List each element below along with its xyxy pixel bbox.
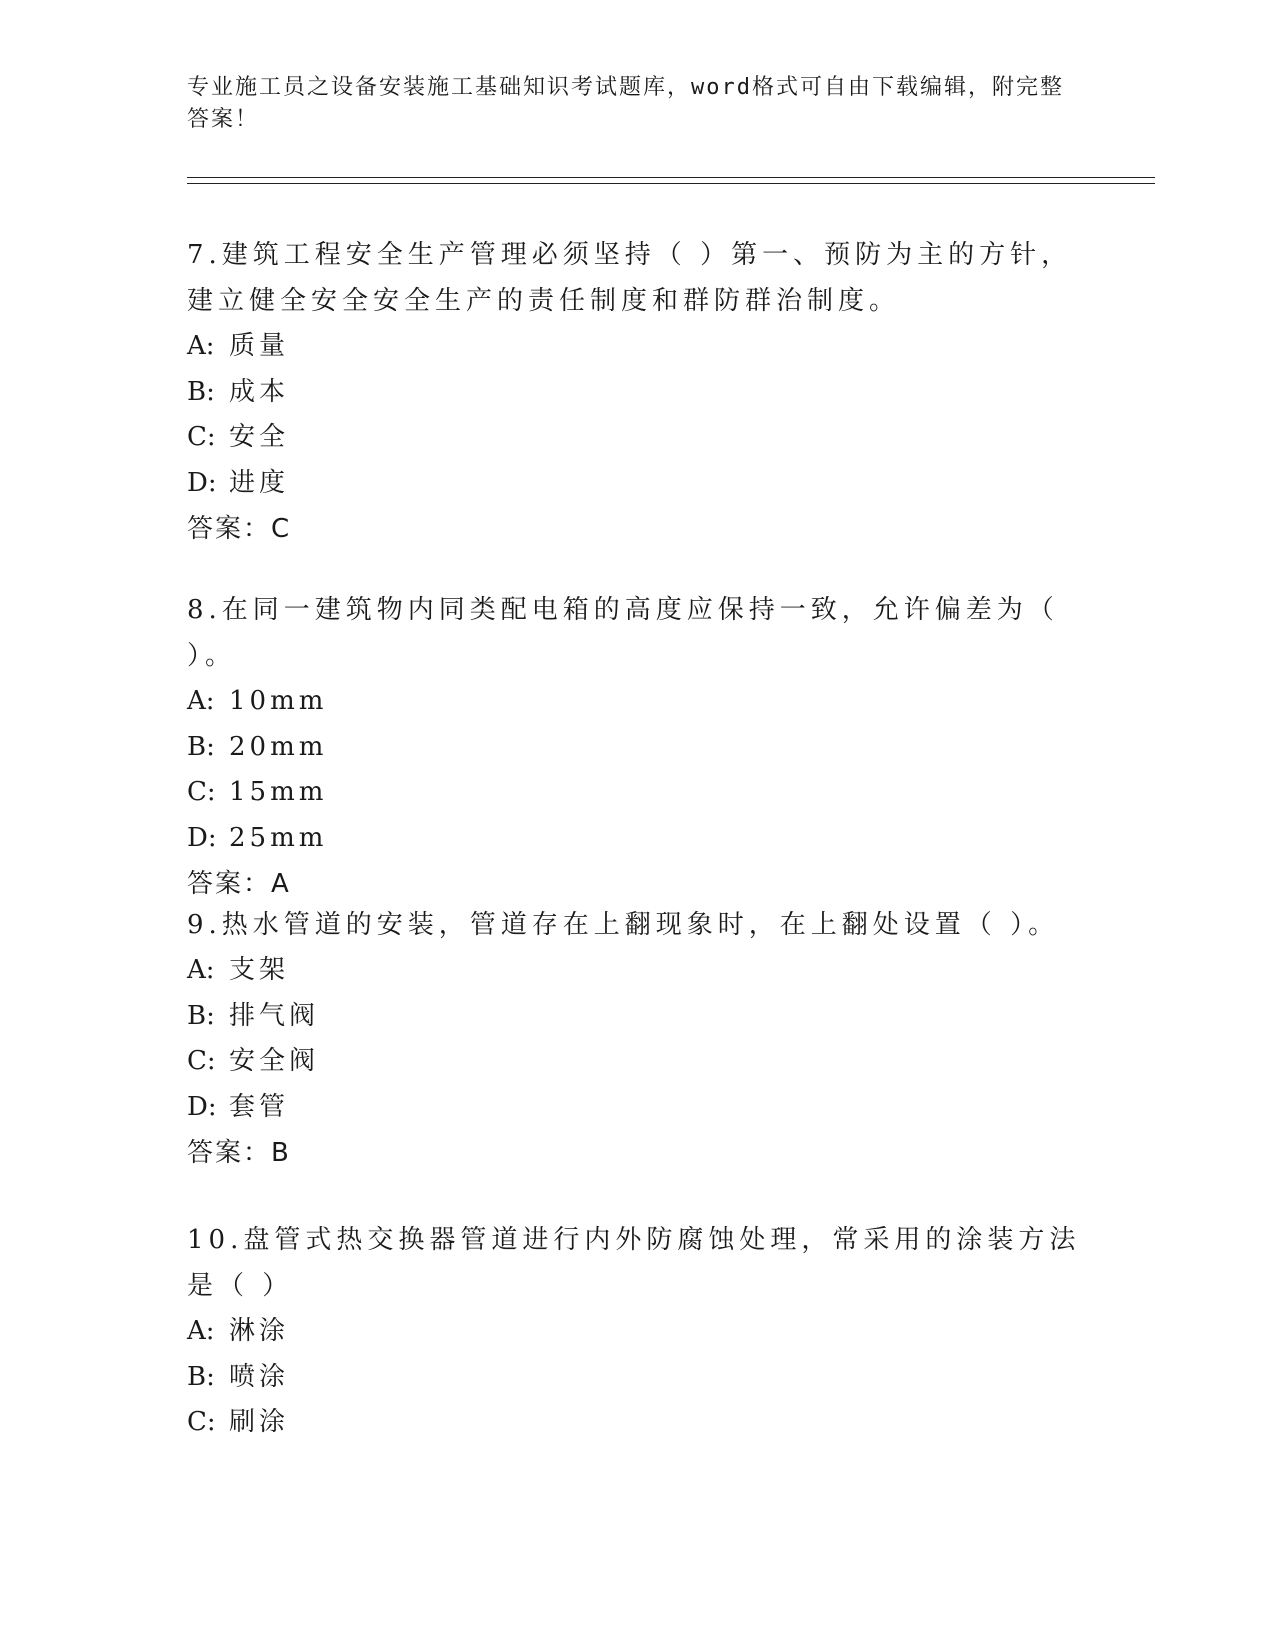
option-text: 质量 <box>229 331 290 361</box>
question-stem: 7.建筑工程安全生产管理必须坚持（ ）第一、预防为主的方针，建立健全安全安全生产的责任制度和群防群治制度。 <box>187 240 1073 316</box>
option-text: 支架 <box>229 955 290 985</box>
option-letter: C: <box>187 777 216 807</box>
option-letter: A: <box>187 955 215 985</box>
option-a <box>187 1309 1087 1355</box>
option-c <box>187 1400 1087 1446</box>
option-text: 安全阀 <box>229 1046 320 1076</box>
option-letter: D: <box>187 1091 217 1122</box>
option-b <box>187 370 1087 416</box>
option-text: 20mm <box>229 731 328 762</box>
option-text: 安全 <box>229 422 290 452</box>
option-text: 10mm <box>229 686 328 716</box>
question-stem: 9.热水管道的安装，管道存在上翻现象时，在上翻处设置（ ）。 <box>187 910 1060 940</box>
option-text: 刷涂 <box>229 1407 290 1437</box>
option-text: 排气阀 <box>229 1000 320 1031</box>
question-9 <box>187 902 1087 1176</box>
option-b <box>187 1355 1087 1401</box>
answer: 答案：C <box>187 514 292 544</box>
question-stem: 10.盘管式热交换器管道进行内外防腐蚀处理，常采用的涂装方法是（ ） <box>187 1225 1081 1301</box>
option-a <box>187 948 1087 994</box>
option-letter: B: <box>187 731 215 762</box>
option-c <box>187 770 1087 816</box>
option-c <box>187 415 1087 461</box>
option-letter: B: <box>187 376 215 407</box>
option-letter: D: <box>187 822 217 853</box>
option-letter: A: <box>187 1316 215 1346</box>
option-letter: A: <box>187 686 215 716</box>
option-d <box>187 816 1087 862</box>
option-letter: C: <box>187 422 216 452</box>
option-letter: B: <box>187 1000 215 1031</box>
header-divider-bottom <box>187 183 1155 184</box>
document-header <box>187 72 1067 136</box>
option-text: 喷涂 <box>229 1361 290 1392</box>
option-text: 进度 <box>229 467 290 498</box>
question-7 <box>187 232 1087 552</box>
option-b <box>187 994 1087 1040</box>
option-a <box>187 679 1087 725</box>
option-letter: B: <box>187 1361 215 1392</box>
question-stem: 8.在同一建筑物内同类配电箱的高度应保持一致，允许偏差为（ ）。 <box>187 595 1059 671</box>
question-10 <box>187 1217 1087 1446</box>
option-b <box>187 725 1087 771</box>
option-text: 淋涂 <box>229 1316 290 1346</box>
option-d <box>187 1085 1087 1131</box>
option-letter: A: <box>187 331 215 361</box>
option-letter: C: <box>187 1046 216 1076</box>
option-letter: D: <box>187 467 217 498</box>
question-8 <box>187 587 1087 907</box>
option-d <box>187 461 1087 507</box>
header-divider-top <box>187 177 1155 178</box>
option-text: 25mm <box>229 822 328 853</box>
answer: 答案：B <box>187 1138 291 1168</box>
option-a <box>187 324 1087 370</box>
option-letter: C: <box>187 1407 216 1437</box>
option-c <box>187 1039 1087 1085</box>
option-text: 套管 <box>229 1091 290 1122</box>
header-title: 专业施工员之设备安装施工基础知识考试题库，word格式可自由下载编辑，附完整答案！ <box>187 75 1064 132</box>
answer: 答案：A <box>187 869 291 899</box>
option-text: 成本 <box>229 376 290 407</box>
option-text: 15mm <box>229 777 328 807</box>
